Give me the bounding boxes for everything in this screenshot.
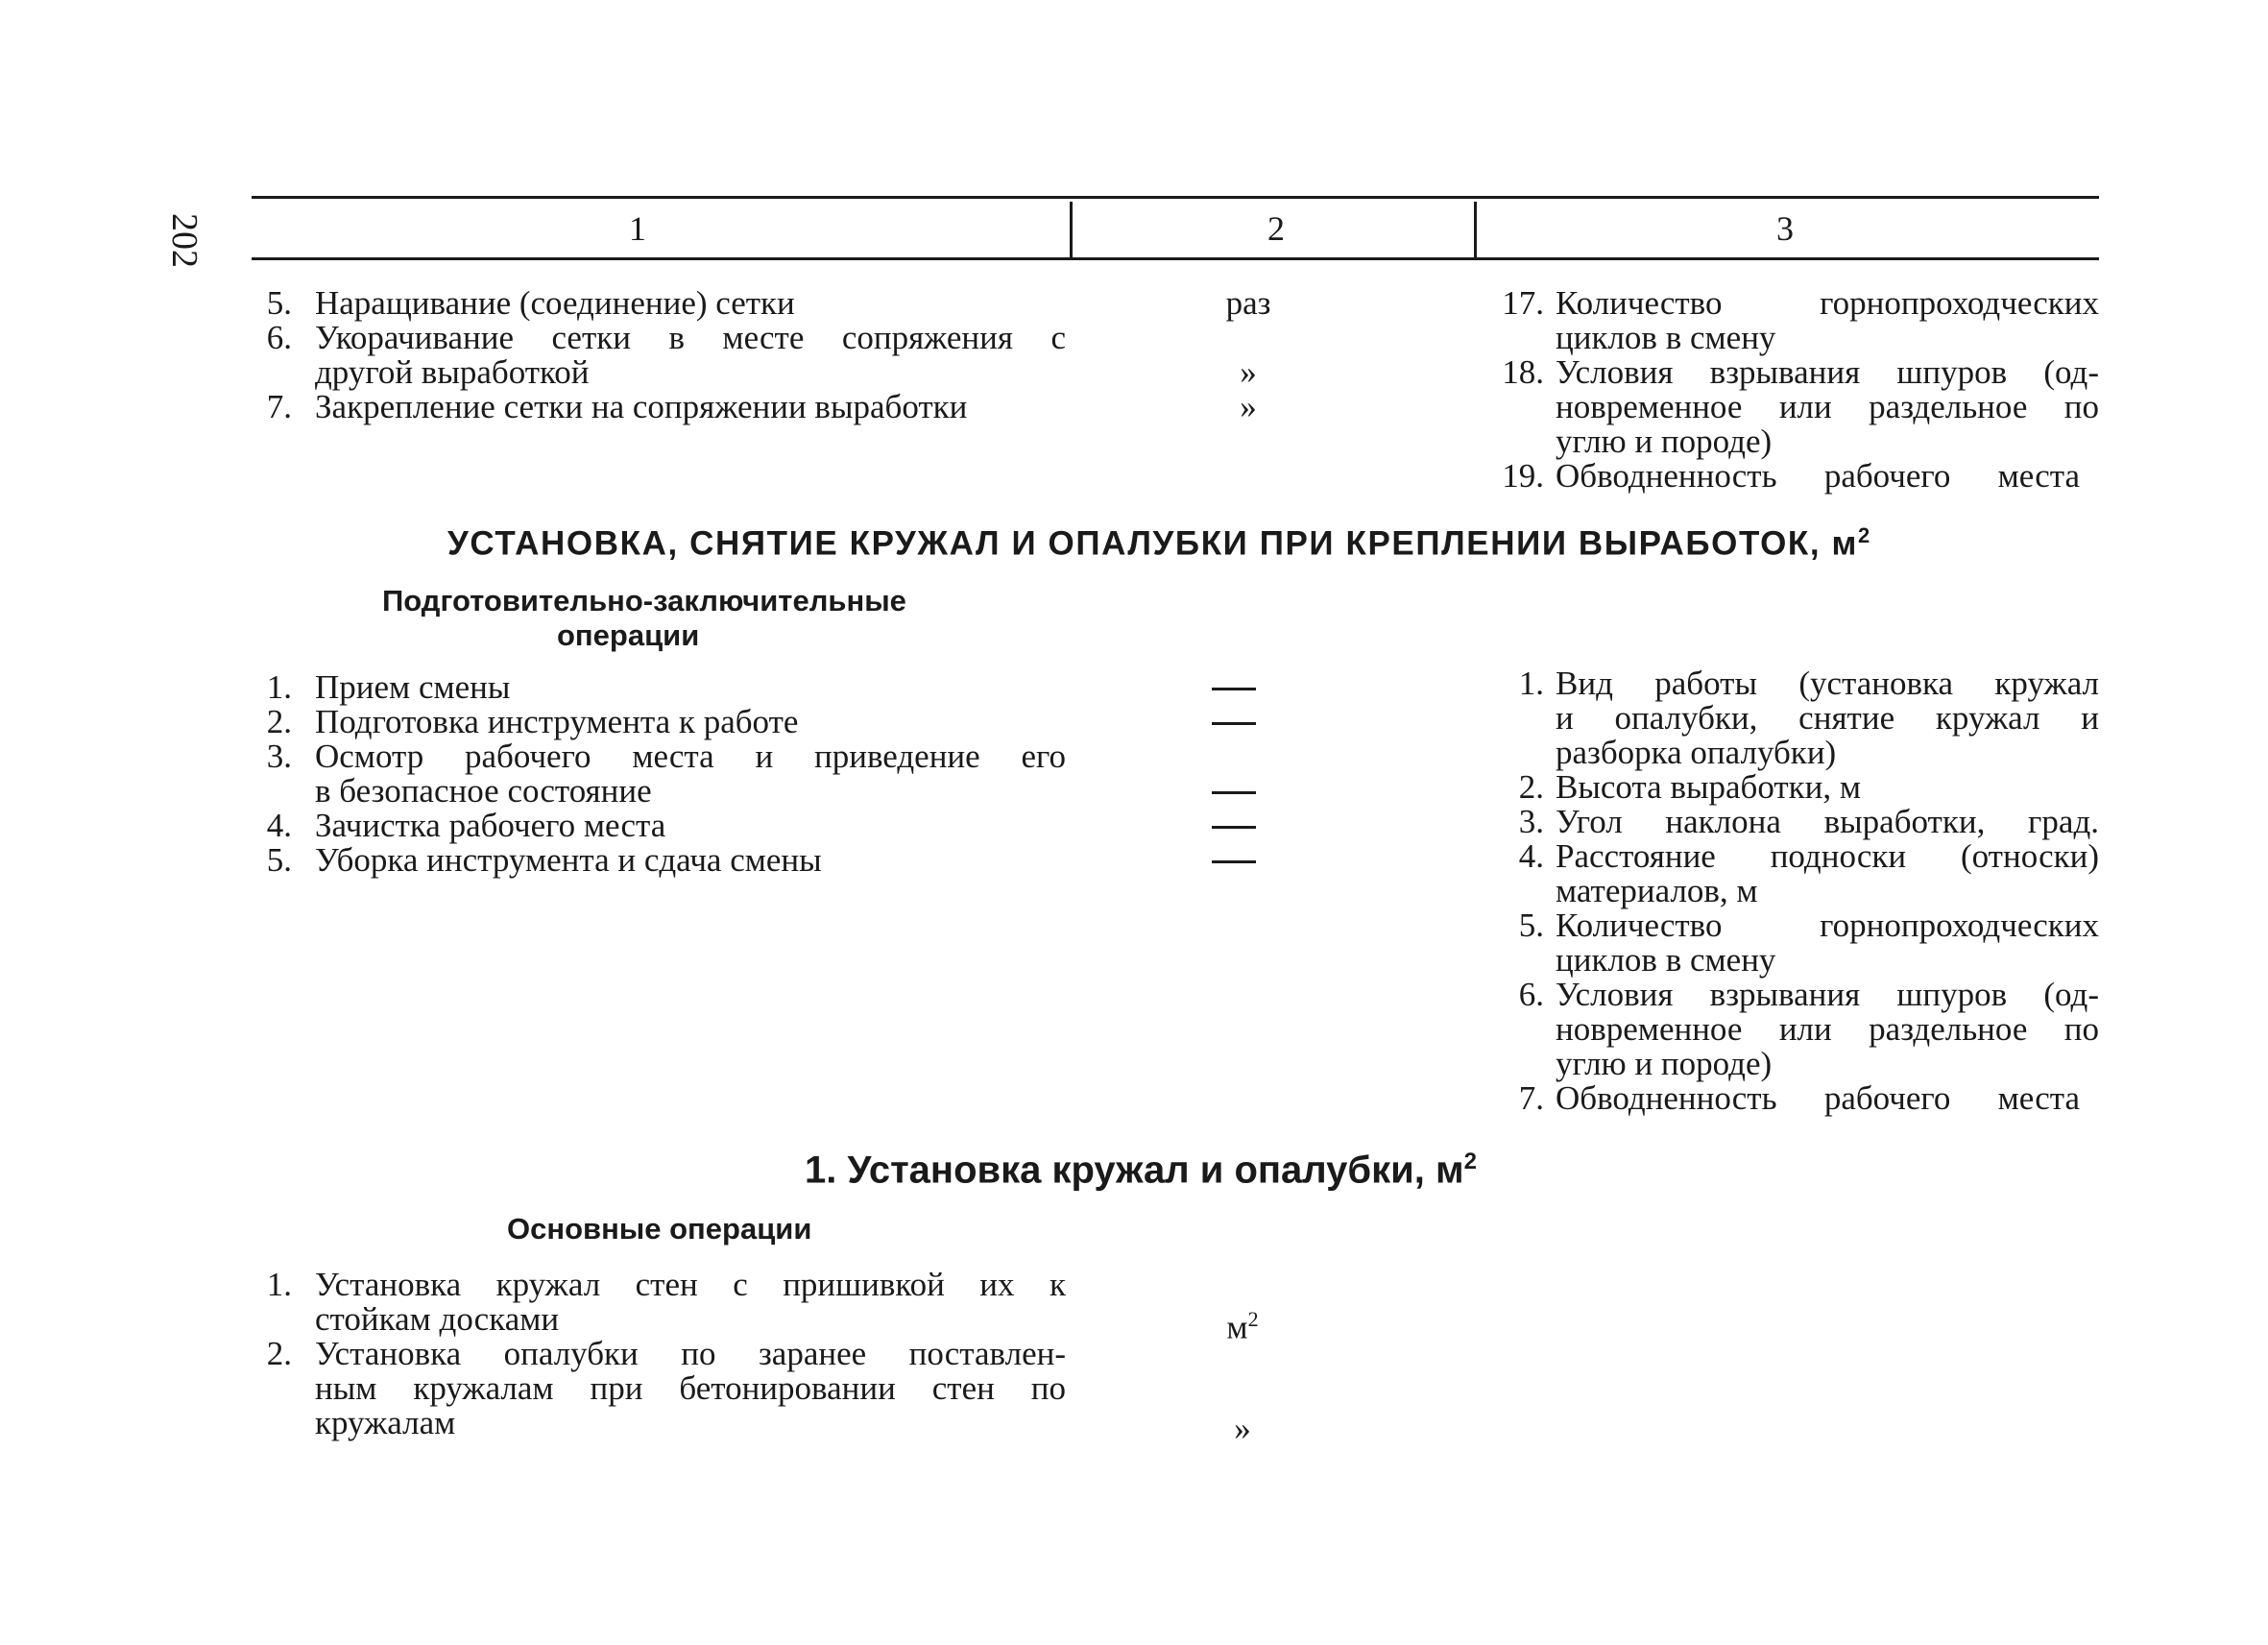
prep-factor-4-num: 4. bbox=[1518, 837, 1544, 875]
prep-item-1-text: Прием смены bbox=[315, 668, 511, 706]
prep-item-3-num: 3. bbox=[266, 738, 292, 775]
main-item-1-line-2: стойкам досками bbox=[315, 1300, 560, 1338]
header-col-1: 1 bbox=[629, 209, 646, 248]
prep-item-5-unit bbox=[1229, 860, 1230, 861]
main-item-1-unit-text: м bbox=[1226, 1308, 1248, 1346]
prep-item-4-num: 4. bbox=[266, 807, 292, 844]
top-item-7-unit: » bbox=[1240, 388, 1257, 425]
prep-factor-4-line-2: материалов, м bbox=[1556, 872, 1758, 909]
prep-factor-5-num: 5. bbox=[1518, 907, 1544, 944]
main-item-1-num: 1. bbox=[266, 1266, 292, 1303]
main-item-2-num: 2. bbox=[266, 1335, 292, 1372]
prep-ops-heading-line-2: операции bbox=[557, 618, 700, 652]
prep-item-1-unit bbox=[1229, 688, 1230, 689]
header-divider-2 bbox=[1474, 202, 1477, 257]
prep-item-1-dash bbox=[1212, 688, 1256, 690]
prep-item-2-num: 2. bbox=[266, 703, 292, 740]
prep-factor-1-line-3: разборка опалубки) bbox=[1556, 734, 1837, 771]
section-title-sup: 2 bbox=[1858, 523, 1871, 547]
top-factor-19-num: 19. bbox=[1502, 457, 1544, 495]
prep-factor-4-line-1: Расстояние подноски (относки) bbox=[1556, 837, 2099, 875]
prep-factor-6-line-2: новременное или раздельное по bbox=[1556, 1010, 2099, 1048]
main-ops-heading: Основные операции bbox=[507, 1212, 812, 1246]
main-item-2-line-3: кружалам bbox=[315, 1404, 456, 1441]
prep-item-4-unit bbox=[1229, 826, 1230, 827]
page-number: 202 bbox=[164, 213, 205, 268]
prep-ops-heading-line-1: Подготовительно-заключительные bbox=[382, 584, 906, 617]
prep-item-5-dash bbox=[1212, 860, 1256, 863]
prep-factor-1-line-1: Вид работы (установка кружал bbox=[1556, 665, 2099, 702]
top-factor-19-text: Обводненность рабочего места bbox=[1556, 457, 2080, 495]
prep-item-5-text: Уборка инструмента и сдача смены bbox=[315, 841, 822, 879]
top-item-6-line-2: другой выработкой bbox=[315, 353, 590, 391]
prep-item-2-dash bbox=[1212, 722, 1256, 725]
prep-item-5-num: 5. bbox=[266, 841, 292, 879]
prep-factor-7-text: Обводненность рабочего места bbox=[1556, 1079, 2080, 1117]
header-col-2: 2 bbox=[1267, 209, 1285, 248]
prep-item-1-num: 1. bbox=[266, 668, 292, 706]
prep-factor-1-num: 1. bbox=[1518, 665, 1544, 702]
main-item-1-unit-sup: 2 bbox=[1247, 1307, 1259, 1331]
top-factor-17-line-1: Количество горнопроходческих bbox=[1556, 284, 2099, 322]
prep-factor-1-line-2: и опалубки, снятие кружал и bbox=[1556, 699, 2099, 737]
prep-item-3-line-1: Осмотр рабочего места и приведение его bbox=[315, 738, 1066, 775]
main-item-2-line-1: Установка опалубки по заранее поставлен- bbox=[315, 1335, 1066, 1372]
top-item-5-num: 5. bbox=[266, 284, 292, 322]
prep-factor-3-num: 3. bbox=[1518, 803, 1544, 840]
prep-item-3-unit bbox=[1229, 791, 1230, 792]
prep-factor-2-text: Высота выработки, м bbox=[1556, 768, 1862, 806]
top-item-6-unit: » bbox=[1240, 353, 1257, 391]
prep-item-4-text: Зачистка рабочего места bbox=[315, 807, 666, 844]
header-top-rule bbox=[252, 196, 2099, 199]
section-title-text: УСТАНОВКА, СНЯТИЕ КРУЖАЛ И ОПАЛУБКИ ПРИ КРЕПЛЕНИИ ВЫРАБОТОК, м bbox=[447, 524, 1859, 563]
top-item-7-num: 7. bbox=[266, 388, 292, 425]
prep-factor-6-line-3: углю и породе) bbox=[1556, 1045, 1773, 1082]
top-item-7-text: Закрепление сетки на сопряжении выработки bbox=[315, 388, 968, 425]
prep-item-3-line-2: в безопасное состояние bbox=[315, 772, 652, 810]
top-factor-17-num: 17. bbox=[1502, 284, 1544, 322]
top-factor-18-line-2: новременное или раздельное по bbox=[1556, 388, 2099, 425]
prep-item-3-dash bbox=[1212, 791, 1256, 794]
main-item-1-unit bbox=[1185, 1302, 1300, 1345]
top-item-5-text: Наращивание (соединение) сетки bbox=[315, 284, 795, 322]
header-bottom-rule bbox=[252, 257, 2099, 260]
prep-factor-3-text: Угол наклона выработки, град. bbox=[1556, 803, 2099, 840]
subsection-title-text: 1. Установка кружал и опалубки, м bbox=[805, 1149, 1464, 1192]
prep-factor-6-line-1: Условия взрывания шпуров (од- bbox=[1556, 976, 2099, 1013]
subsection-title bbox=[805, 1141, 1477, 1191]
header-divider-1 bbox=[1070, 202, 1073, 257]
top-item-6-num: 6. bbox=[266, 319, 292, 356]
header-col-3: 3 bbox=[1776, 209, 1794, 248]
main-item-1-line-1: Установка кружал стен с пришивкой их к bbox=[315, 1266, 1066, 1303]
prep-factor-7-num: 7. bbox=[1518, 1079, 1544, 1117]
top-item-5-unit: раз bbox=[1225, 284, 1271, 322]
main-item-2-unit: » bbox=[1234, 1410, 1251, 1447]
prep-item-4-dash bbox=[1212, 826, 1256, 829]
subsection-title-sup: 2 bbox=[1463, 1149, 1477, 1174]
top-factor-18-line-1: Условия взрывания шпуров (од- bbox=[1556, 353, 2099, 391]
prep-factor-5-line-1: Количество горнопроходческих bbox=[1556, 907, 2099, 944]
prep-factor-2-num: 2. bbox=[1518, 768, 1544, 806]
prep-item-2-unit bbox=[1229, 722, 1230, 723]
top-factor-18-num: 18. bbox=[1502, 353, 1544, 391]
section-title bbox=[447, 519, 1871, 562]
prep-item-2-text: Подготовка инструмента к работе bbox=[315, 703, 799, 740]
top-factor-18-line-3: углю и породе) bbox=[1556, 423, 1773, 460]
prep-factor-6-num: 6. bbox=[1518, 976, 1544, 1013]
main-item-2-line-2: ным кружалам при бетонировании стен по bbox=[315, 1369, 1066, 1407]
prep-factor-5-line-2: циклов в смену bbox=[1556, 941, 1776, 979]
top-item-6-line-1: Укорачивание сетки в месте сопряжения с bbox=[315, 319, 1066, 356]
top-factor-17-line-2: циклов в смену bbox=[1556, 319, 1776, 356]
